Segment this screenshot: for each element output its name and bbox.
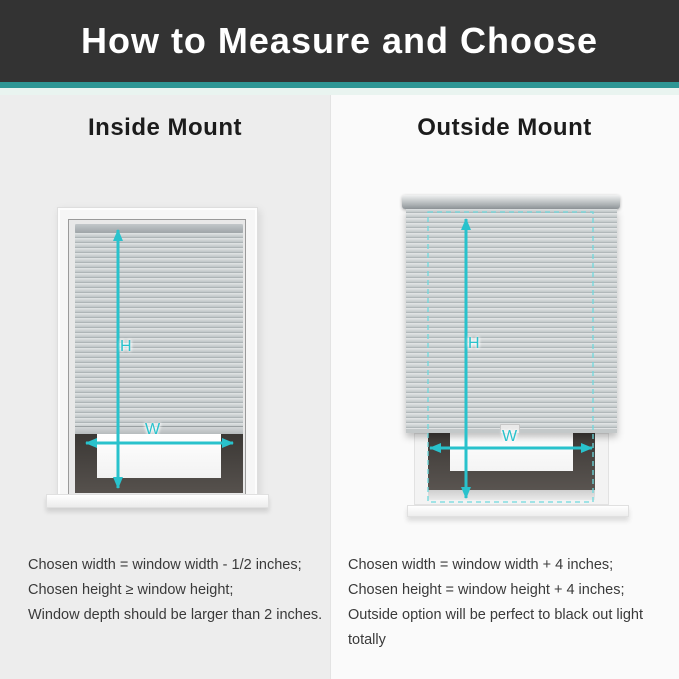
window-glass (97, 434, 221, 478)
inside-mount-diagram (40, 200, 290, 530)
inside-mount-notes (28, 553, 328, 628)
note-line: Chosen height ≥ window height; (28, 582, 234, 598)
blind-head-rail (402, 195, 620, 209)
height-label: H (468, 335, 480, 352)
mint-accent-line (0, 88, 679, 95)
height-label: H (120, 338, 132, 355)
outside-mount-notes (348, 553, 678, 653)
window-sill (407, 505, 629, 517)
inside-mount-title: Inside Mount (88, 114, 242, 141)
note-line: Chosen width = window width + 4 inches; (348, 557, 614, 573)
outside-mount-diagram (380, 190, 640, 530)
header-bar (0, 0, 679, 82)
note-line: Chosen width = window width - 1/2 inches; (28, 557, 302, 573)
cellular-blind (406, 209, 617, 433)
note-line: Window depth should be larger than 2 inches. (28, 607, 323, 623)
window-opening (75, 434, 243, 493)
width-label: W (502, 428, 518, 445)
note-line: Chosen height = window height + 4 inches; (348, 582, 625, 598)
blind-head-rail (75, 224, 243, 233)
note-line: Outside option will be perfect to black out light totally (348, 607, 643, 648)
cellular-blind (75, 224, 243, 434)
window-sill (46, 494, 269, 508)
window-frame (57, 207, 258, 499)
outside-mount-title: Outside Mount (417, 114, 592, 141)
width-label: W (145, 421, 161, 438)
window-inner-sill (428, 490, 595, 500)
page-title: How to Measure and Choose (80, 20, 599, 61)
